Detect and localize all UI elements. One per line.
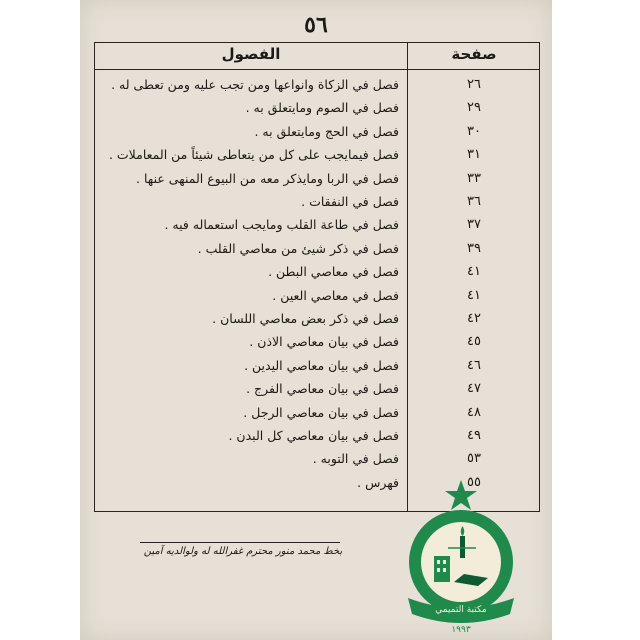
toc-entry-title: فهرس . [357, 474, 399, 490]
scribe-note: بخط محمد منور محترم غفرالله له ولوالديه آمين [143, 546, 343, 557]
toc-row [95, 426, 539, 448]
toc-row [95, 403, 539, 425]
toc-entry-page: ٣١ [467, 147, 481, 163]
table-of-contents [94, 42, 540, 512]
toc-entry-title: فصل في معاصي العين . [272, 287, 399, 303]
candle-icon [460, 536, 465, 558]
toc-entry-title: فصل في بيان معاصي الاذن . [249, 334, 399, 350]
toc-entry-title: فصل فيمايجب على كل من يتعاطى شيئاً من المعاملات . [108, 147, 399, 163]
toc-entry-title: فصل في الزكاة وانواعها ومن تجب عليه ومن تعطى له . [111, 77, 399, 92]
toc-row [95, 122, 539, 144]
toc-entry-page: ٣٠ [467, 123, 481, 139]
toc-entry-title: فصل في الحج ومايتعلق به . [254, 123, 399, 139]
toc-row [95, 309, 539, 331]
toc-row [95, 379, 539, 401]
toc-entry-title: فصل في ذكر شيئ من معاصي القلب . [197, 240, 399, 256]
header-page: صفحة [451, 45, 497, 63]
toc-entry-page: ٤١ [467, 287, 481, 303]
footer-rule [140, 542, 340, 543]
toc-entry-page: ٢٩ [467, 100, 481, 116]
star-icon [445, 480, 477, 510]
toc-entry-page: ٣٩ [467, 240, 481, 256]
header-rule [95, 69, 539, 70]
toc-row [95, 356, 539, 378]
toc-entry-page: ٤١ [467, 264, 481, 280]
toc-entry-page: ٢٦ [467, 77, 481, 92]
toc-row [95, 98, 539, 120]
toc-entry-page: ٥٣ [467, 451, 481, 467]
toc-entry-title: فصل في التوبه . [312, 451, 399, 467]
toc-entry-page: ٤٩ [467, 428, 481, 443]
toc-entry-title: فصل في معاصي البطن . [268, 264, 399, 280]
toc-entry-title: فصل في بيان معاصي الفرج . [246, 381, 399, 397]
toc-entry-title: فصل في طاعة القلب ومايجب استعماله فيه . [164, 217, 399, 233]
toc-row [95, 215, 539, 237]
toc-row [95, 192, 539, 214]
toc-entry-title: فصل في بيان معاصي الرجل . [243, 404, 399, 420]
toc-row [95, 169, 539, 191]
toc-entry-title: فصل في النفقات . [301, 194, 399, 209]
toc-entry-title: فصل في بيان معاصي اليدين . [244, 357, 399, 373]
header-chapters: الفصول [221, 45, 281, 63]
toc-entry-title: فصل في ذكر بعض معاصي اللسان . [212, 311, 399, 326]
toc-entry-page: ٤٦ [467, 357, 481, 373]
toc-entry-page: ٣٦ [467, 194, 481, 209]
toc-entry-page: ٣٧ [467, 217, 481, 233]
toc-entry-page: ٣٣ [467, 170, 481, 186]
logo-inner-disc [421, 522, 501, 602]
library-logo [404, 478, 518, 636]
logo-label: مكتبة التميمي [435, 605, 487, 615]
toc-row [95, 286, 539, 308]
toc-entry-page: ٤٨ [467, 404, 481, 420]
logo-year: ١٩٩٣ [451, 625, 471, 635]
toc-row [95, 239, 539, 261]
building-icon [434, 556, 450, 582]
toc-row [95, 332, 539, 354]
page-number: ٥٦ [304, 12, 328, 38]
toc-entry-page: ٤٢ [467, 311, 481, 326]
toc-row [95, 449, 539, 471]
toc-row [95, 262, 539, 284]
toc-entry-page: ٥٥ [467, 474, 481, 490]
toc-entry-title: فصل في الربا ومايذكر معه من البيوع المنهى عنها . [136, 170, 399, 186]
toc-row [95, 145, 539, 167]
toc-row [95, 75, 539, 97]
toc-entry-page: ٤٥ [467, 334, 481, 350]
toc-entry-title: فصل في الصوم ومايتعلق به . [245, 100, 399, 116]
toc-entry-title: فصل في بيان معاصي كل البدن . [228, 428, 399, 443]
toc-entry-page: ٤٧ [467, 381, 481, 397]
